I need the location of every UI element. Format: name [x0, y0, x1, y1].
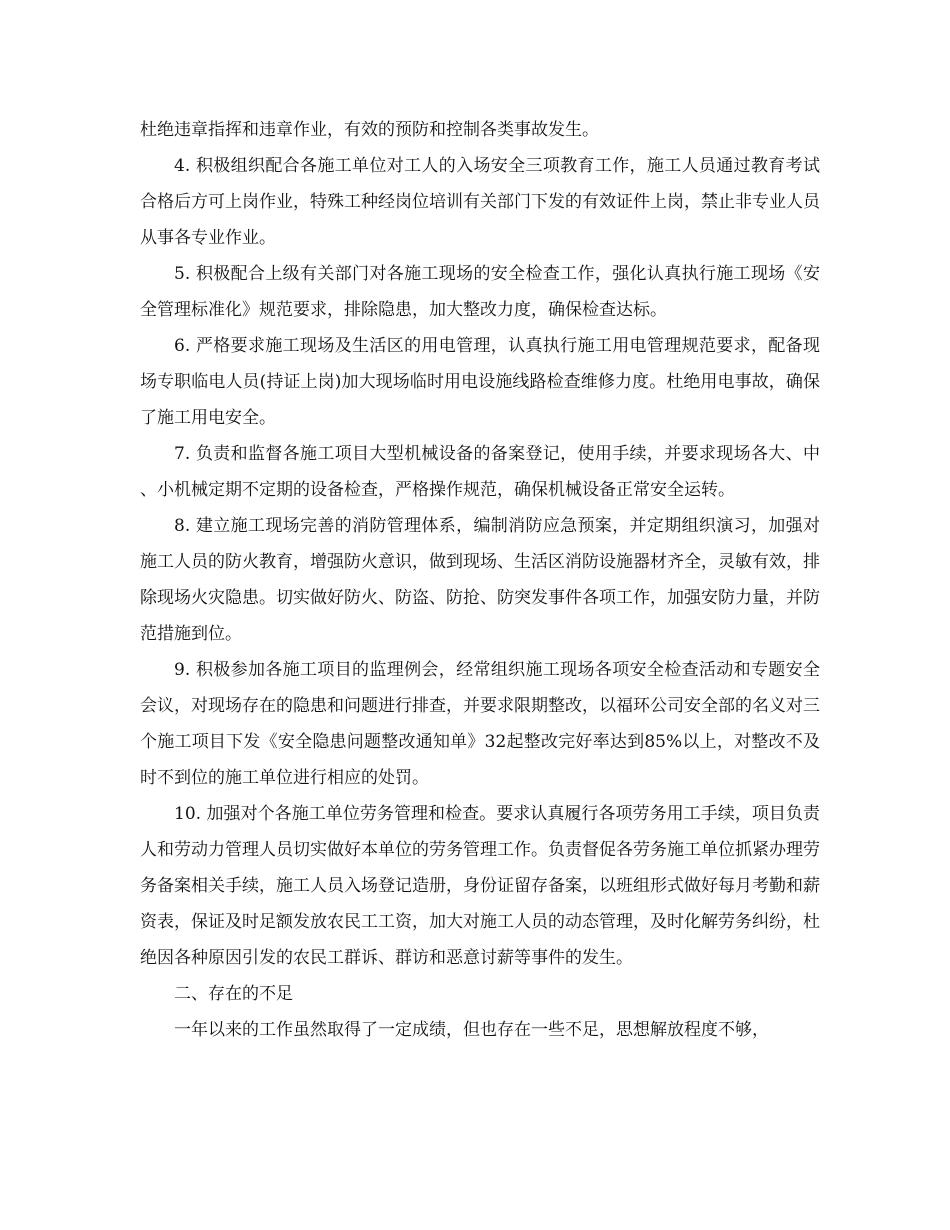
section-heading-shortcomings: 二、存在的不足: [174, 984, 293, 1004]
paragraph-continuation: 杜绝违章指挥和违章作业，有效的预防和控制各类事故发生。: [140, 120, 599, 140]
document-body: [140, 112, 820, 1048]
paragraph-item-9: 9. 积极参加各施工项目的监理例会，经常组织施工现场各项安全检查活动和专题安全会议，对现场存在的隐患和问题进行排查，并要求限期整改，以福环公司安全部的名义对三个施工项目下发《安全隐患问题整改通知单》32起整改完好率达到85%以上，对整改不及时不到位的施工单位进行相应的处罚。: [140, 660, 820, 788]
paragraph-item-10: 10. 加强对个各施工单位劳务管理和检查。要求认真履行各项劳务用工手续，项目负责人和劳动力管理人员切实做好本单位的劳务管理工作。负责督促各劳务施工单位抓紧办理劳务备案相关手续，施工人员入场登记造册，身份证留存备案，以班组形式做好每月考勤和薪资表，保证及时足额发放农民工工资，加大对施工人员的动态管理，及时化解劳务纠纷，杜绝因各种原因引发的农民工群诉、群访和恶意讨薪等事件的发生。: [140, 804, 820, 968]
paragraph-item-4: 4. 积极组织配合各施工单位对工人的入场安全三项教育工作，施工人员通过教育考试合格后方可上岗作业，特殊工种经岗位培训有关部门下发的有效证件上岗，禁止非专业人员从事各专业作业。: [140, 156, 820, 248]
paragraph-item-5: 5. 积极配合上级有关部门对各施工现场的安全检查工作，强化认真执行施工现场《安全管理标准化》规范要求，排除隐患，加大整改力度，确保检查达标。: [140, 264, 820, 320]
paragraph-shortcomings-intro: 一年以来的工作虽然取得了一定成绩，但也存在一些不足，思想解放程度不够，: [174, 1020, 769, 1040]
paragraph-item-8: 8. 建立施工现场完善的消防管理体系，编制消防应急预案，并定期组织演习，加强对施工人员的防火教育，增强防火意识，做到现场、生活区消防设施器材齐全，灵敏有效，排除现场火灾隐患。切实做好防火、防盗、防抢、防突发事件各项工作，加强安防力量，并防范措施到位。: [140, 516, 820, 644]
paragraph-item-6: 6. 严格要求施工现场及生活区的用电管理，认真执行施工用电管理规范要求，配备现场专职临电人员(持证上岗)加大现场临时用电设施线路检查维修力度。杜绝用电事故，确保了施工用电安全。: [140, 336, 820, 428]
paragraph-item-7: 7. 负责和监督各施工项目大型机械设备的备案登记，使用手续，并要求现场各大、中、小机械定期不定期的设备检查，严格操作规范，确保机械设备正常安全运转。: [140, 444, 820, 500]
